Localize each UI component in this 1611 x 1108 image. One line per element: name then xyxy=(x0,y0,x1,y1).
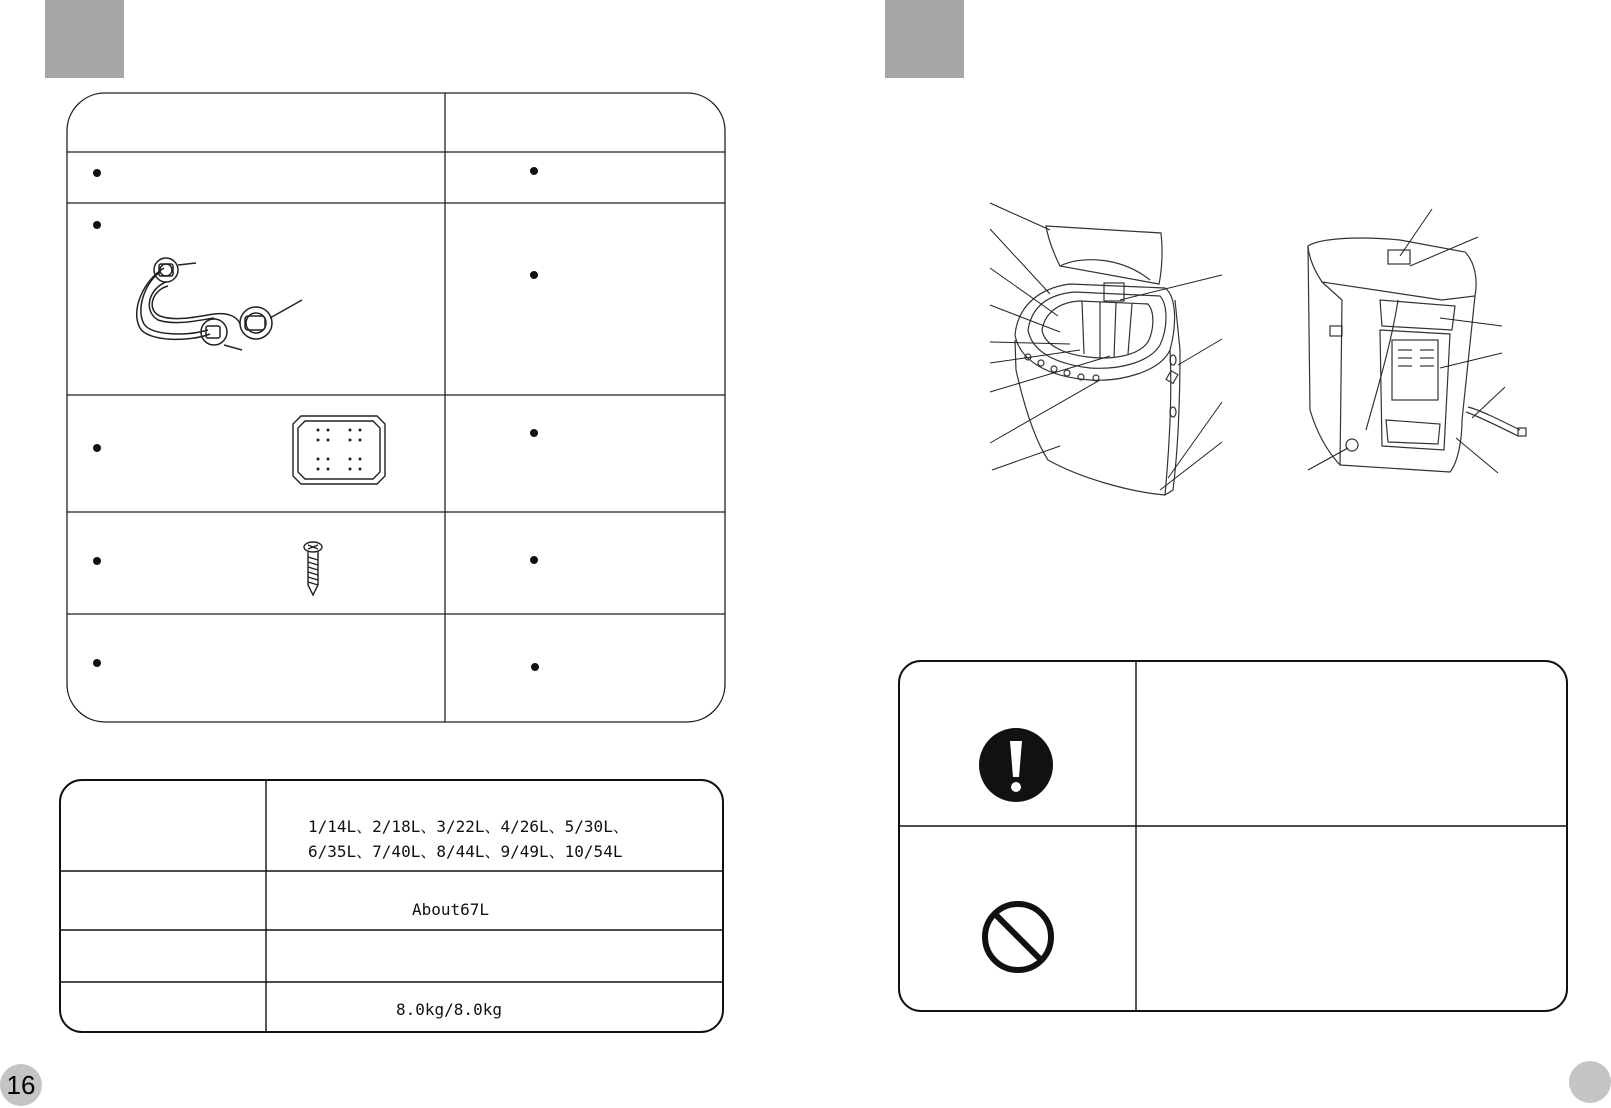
capacity-value: About67L xyxy=(412,900,490,919)
page-number: 16 xyxy=(6,1070,36,1100)
weight-value: 8.0kg/8.0kg xyxy=(396,1000,502,1019)
prohibition-circle-icon xyxy=(980,899,1056,975)
exclamation-circle-icon xyxy=(978,727,1054,803)
water-level-line-2: 6/35L、7/40L、8/44L、9/49L、10/54L xyxy=(308,842,623,861)
water-level-line-1: 1/14L、2/18L、3/22L、4/26L、5/30L、 xyxy=(308,817,629,836)
